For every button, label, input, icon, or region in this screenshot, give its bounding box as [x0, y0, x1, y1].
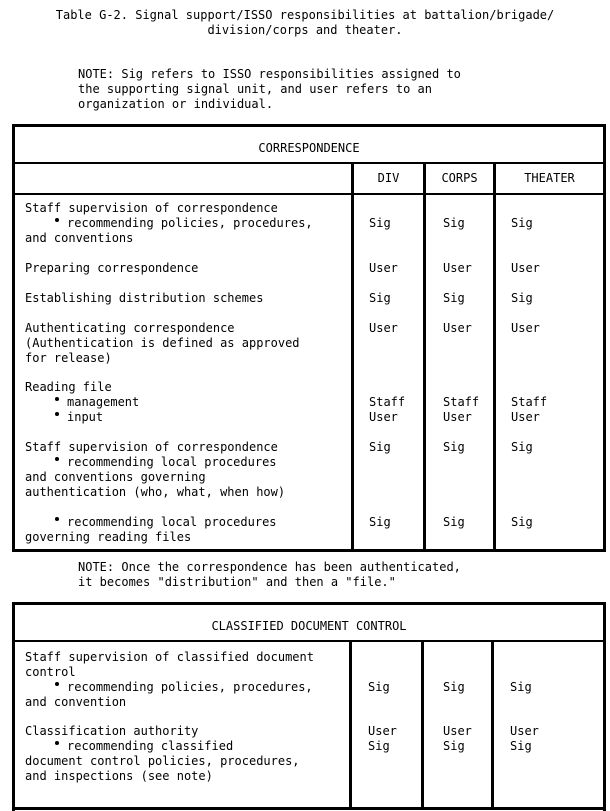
description-line: authentication (who, what, when how): [25, 485, 286, 499]
bullet-line: [25, 515, 347, 530]
responsibility-value: [369, 291, 391, 306]
responsibility-value: [369, 395, 405, 425]
value-line: Sig: [443, 739, 465, 753]
bullet-icon: [55, 218, 59, 222]
responsibility-value: [369, 261, 398, 276]
value-line: User: [369, 321, 398, 335]
responsibility-value: [443, 440, 465, 455]
table2-heading: CLASSIFIED DOCUMENT CONTROL: [211, 619, 407, 633]
row-description: [25, 440, 347, 500]
bullet-text: management: [67, 395, 140, 409]
responsibility-value: [369, 216, 391, 231]
value-line: Sig: [443, 515, 465, 529]
description-line: governing reading files: [25, 530, 192, 544]
value-line: Sig: [510, 680, 532, 694]
responsibility-value: [443, 261, 472, 276]
bullet-icon: [55, 741, 59, 745]
responsibility-value: [443, 680, 465, 695]
value-line: Sig: [510, 739, 532, 753]
description-line: Authenticating correspondence: [25, 321, 235, 335]
description-line: (Authentication is defined as approved: [25, 336, 300, 350]
description-line: and conventions governing: [25, 470, 206, 484]
table1-heading: CORRESPONDENCE: [258, 141, 360, 155]
responsibility-value: [368, 680, 390, 695]
value-line: Sig: [443, 440, 465, 454]
responsibility-value: [511, 291, 533, 306]
responsibility-value: [511, 321, 540, 336]
value-line: User: [510, 724, 539, 738]
description-line: Staff supervision of correspondence: [25, 440, 278, 454]
value-line: Sig: [369, 216, 391, 230]
description-line: for release): [25, 351, 112, 365]
responsibility-value: [510, 680, 532, 695]
value-line: Sig: [511, 291, 533, 305]
value-line: User: [368, 724, 397, 738]
bullet-icon: [55, 682, 59, 686]
responsibility-value: [443, 515, 465, 530]
description-line: Staff supervision of classified document: [25, 650, 314, 664]
value-line: Sig: [511, 515, 533, 529]
responsibility-value: [443, 321, 472, 336]
responsibility-value: [369, 515, 391, 530]
value-line: Sig: [511, 216, 533, 230]
value-line: Sig: [369, 291, 391, 305]
value-line: Staff: [511, 395, 548, 409]
description-line: and inspections (see note): [25, 769, 213, 783]
description-line: Establishing distribution schemes: [25, 291, 264, 305]
note-mid: NOTE: Once the correspondence has been authenticated, it becomes "distribution" and then a "file.": [78, 560, 461, 589]
bullet-icon: [55, 412, 59, 416]
value-line: User: [511, 410, 540, 424]
description-line: Reading file: [25, 380, 112, 394]
bullet-text: input: [67, 410, 104, 424]
description-line: document control policies, procedures,: [25, 754, 300, 768]
responsibility-value: [511, 395, 547, 425]
value-line: Sig: [511, 440, 533, 454]
description-line: and convention: [25, 695, 127, 709]
bullet-text: recommending policies, procedures,: [67, 680, 313, 694]
value-line: User: [369, 261, 398, 275]
responsibility-value: [511, 216, 533, 231]
row-description: [25, 380, 347, 425]
responsibility-value: [443, 291, 465, 306]
bullet-text: recommending local procedures: [67, 515, 277, 529]
bullet-icon: [55, 397, 59, 401]
description-line: Staff supervision of correspondence: [25, 201, 278, 215]
responsibility-value: [369, 321, 398, 336]
value-line: User: [511, 321, 540, 335]
bullet-text: recommending classified: [67, 739, 234, 753]
value-line: Sig: [369, 440, 391, 454]
value-line: User: [443, 410, 472, 424]
row-description: [25, 261, 347, 276]
value-line: Sig: [368, 680, 390, 694]
responsibility-value: [510, 724, 539, 754]
bullet-line: [25, 739, 347, 754]
value-line: Sig: [443, 216, 465, 230]
col-header-corps: CORPS: [441, 171, 478, 185]
description-line: Preparing correspondence: [25, 261, 199, 275]
note-top: NOTE: Sig refers to ISSO responsibilities assigned to the supporting signal unit, and user refers to an organization or individual.: [78, 67, 461, 111]
responsibility-value: [511, 261, 540, 276]
value-line: Sig: [369, 515, 391, 529]
col-header-theater: THEATER: [524, 171, 575, 185]
bullet-line: [25, 680, 347, 695]
bullet-line: [25, 395, 347, 410]
bullet-line: [25, 410, 347, 425]
value-line: User: [369, 410, 398, 424]
row-description: [25, 291, 347, 306]
row-description: [25, 201, 347, 246]
responsibility-value: [511, 515, 533, 530]
col-header-div: DIV: [377, 171, 400, 185]
description-line: control: [25, 665, 76, 679]
responsibility-value: [369, 440, 391, 455]
responsibility-value: [368, 724, 397, 754]
value-line: Staff: [443, 395, 480, 409]
responsibility-value: [443, 216, 465, 231]
row-description: [25, 724, 347, 784]
responsibility-value: [511, 440, 533, 455]
row-description: [25, 515, 347, 545]
responsibility-value: [443, 395, 479, 425]
description-line: Classification authority: [25, 724, 199, 738]
bullet-line: [25, 216, 347, 231]
description-line: and conventions: [25, 231, 134, 245]
bullet-text: recommending local procedures: [67, 455, 277, 469]
row-description: [25, 650, 347, 710]
value-line: Sig: [443, 680, 465, 694]
value-line: User: [443, 724, 472, 738]
bullet-line: [25, 455, 347, 470]
value-line: Staff: [369, 395, 406, 409]
value-line: User: [443, 261, 472, 275]
table-title: Table G-2. Signal support/ISSO responsibilities at battalion/brigade/ division/corps and theater.: [55, 8, 555, 37]
bullet-icon: [55, 457, 59, 461]
bullet-text: recommending policies, procedures,: [67, 216, 313, 230]
responsibility-value: [443, 724, 472, 754]
value-line: User: [443, 321, 472, 335]
value-line: Sig: [443, 291, 465, 305]
bullet-icon: [55, 517, 59, 521]
value-line: User: [511, 261, 540, 275]
value-line: Sig: [368, 739, 390, 753]
row-description: [25, 321, 347, 366]
